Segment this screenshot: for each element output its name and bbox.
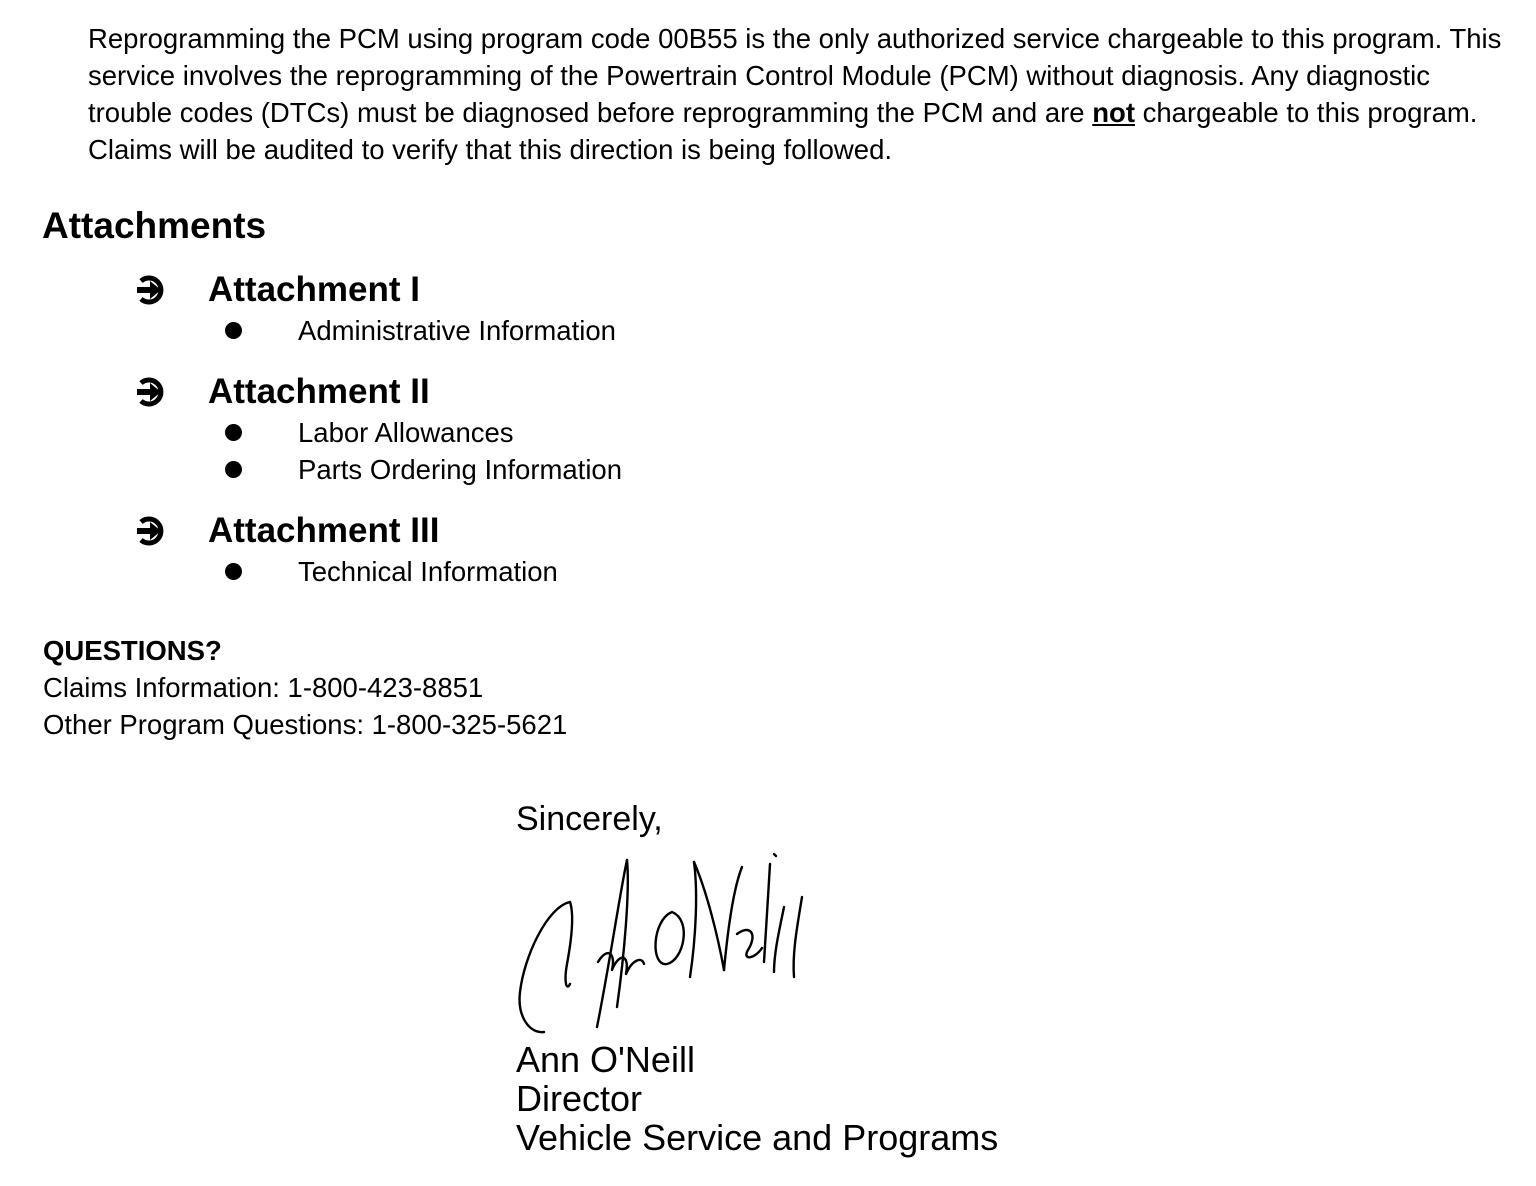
intro-emphasis: not xyxy=(1092,97,1135,128)
right-arrow-circle-icon xyxy=(135,516,165,546)
signer-title: Director xyxy=(516,1078,643,1119)
bullet-icon xyxy=(225,461,242,478)
bullet-icon xyxy=(225,322,242,339)
attachment-title: Attachment III xyxy=(208,511,440,550)
attachment-item-label: Technical Information xyxy=(298,555,558,587)
attachment-title: Attachment I xyxy=(208,270,420,309)
attachment-title-row xyxy=(135,370,622,414)
intro-text-part1: Reprogramming the PCM using program code 00B55 is the only authorized service chargeable to this program. This service involves the reprogramming of the Powertrain Control Module (PCM) without diagnosis. Any diagnostic trouble codes (DTCs) must be diagnosed before reprogramming the PCM and are xyxy=(88,23,1502,128)
signature-image xyxy=(512,852,822,1042)
attachment-group-2 xyxy=(135,370,622,488)
signer-name: Ann O'Neill xyxy=(516,1039,695,1080)
attachment-group-1 xyxy=(135,268,616,349)
right-arrow-circle-icon xyxy=(135,275,165,305)
signer-department: Vehicle Service and Programs xyxy=(516,1117,999,1158)
attachment-item-label: Parts Ordering Information xyxy=(298,453,623,485)
intro-text-part2: chargeable to this program. Claims will be audited to verify that this direction is being followed. xyxy=(88,97,1478,165)
questions-heading: QUESTIONS? xyxy=(43,635,222,666)
other-questions-line: Other Program Questions: 1-800-325-5621 xyxy=(43,709,568,740)
right-arrow-circle-icon xyxy=(135,377,165,407)
attachment-item-label: Labor Allowances xyxy=(298,416,514,448)
attachments-heading: Attachments xyxy=(42,205,267,246)
intro-paragraph xyxy=(88,20,1518,168)
attachment-title-row xyxy=(135,509,558,553)
questions-section xyxy=(43,632,567,743)
attachment-item xyxy=(135,312,616,349)
attachment-item xyxy=(135,414,622,451)
closing-salutation: Sincerely, xyxy=(516,800,663,838)
claims-info-line: Claims Information: 1-800-423-8851 xyxy=(43,672,484,703)
attachment-item xyxy=(135,451,622,488)
signature-block xyxy=(516,1040,998,1157)
attachment-group-3 xyxy=(135,509,558,590)
attachment-title-row xyxy=(135,268,616,312)
bullet-icon xyxy=(225,563,242,580)
attachment-item-label: Administrative Information xyxy=(298,314,616,346)
attachment-title: Attachment II xyxy=(208,372,430,411)
bullet-icon xyxy=(225,424,242,441)
attachment-item xyxy=(135,553,558,590)
